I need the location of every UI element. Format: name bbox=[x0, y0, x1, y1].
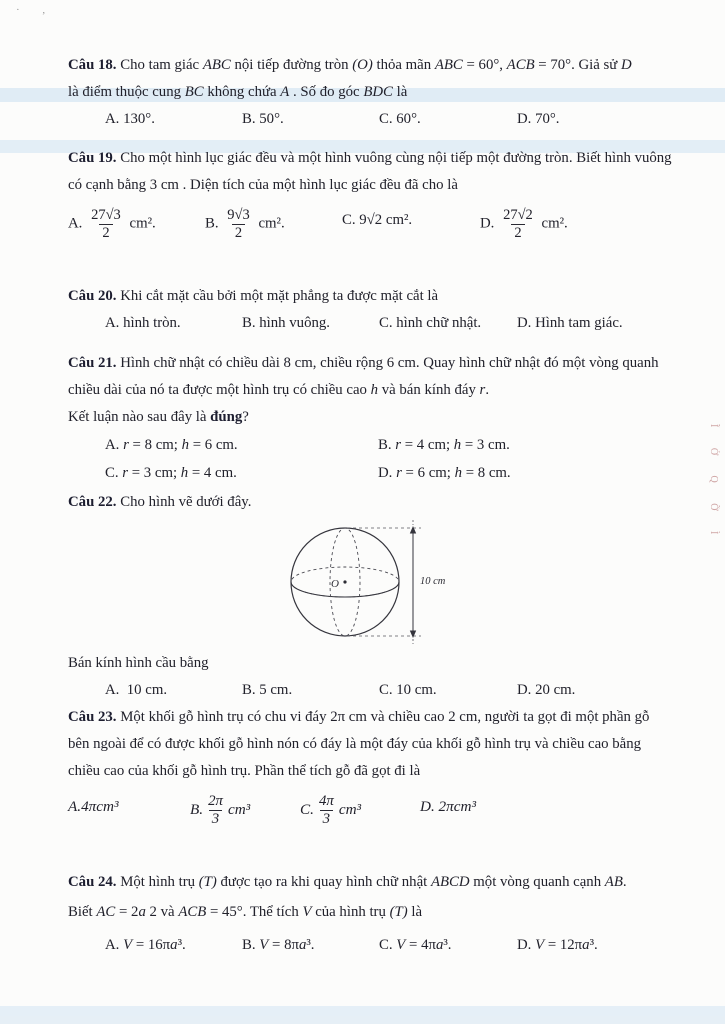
question-text-line: có cạnh bằng 3 cm . Diện tích của một hình lục giác đều đã cho là bbox=[68, 177, 458, 193]
question-18 bbox=[68, 52, 679, 133]
option-d: D. 20 cm. bbox=[517, 682, 576, 699]
options-row bbox=[68, 459, 679, 487]
option-c: C. 60°. bbox=[379, 111, 421, 127]
option-c: C. V = 4πa³. bbox=[379, 936, 452, 953]
option-a: A. V = 16πa³. bbox=[105, 936, 186, 953]
question-text-line: chiều cao của khối gỗ hình trụ. Phần thể tích gỗ đã gọt đi là bbox=[68, 763, 421, 780]
option-b: B. V = 8πa³. bbox=[242, 936, 315, 953]
question-21 bbox=[68, 350, 679, 487]
option-c: C. hình chữ nhật. bbox=[379, 315, 482, 332]
question-text-line: Câu 24. Một hình trụ (T) được tạo ra khi quay hình chữ nhật ABCD một vòng quanh cạnh AB. bbox=[68, 873, 627, 890]
option-c: C. $\frac{4\pi}{3}$ cm³ bbox=[300, 793, 362, 828]
margin-stamp-text: Ĩ Ở Q Ỡ Ì bbox=[708, 424, 719, 544]
document-content bbox=[68, 52, 679, 962]
options-row bbox=[68, 310, 679, 337]
arrowhead-up bbox=[410, 526, 416, 534]
question-text-line: Biết AC = 2a 2 và ACB = 45°. Thể tích V của hình trụ (T) là bbox=[68, 903, 423, 920]
option-b: B. $\frac{9√3}{2}$ cm². bbox=[205, 207, 285, 241]
question-text-line: Câu 18. Cho tam giác ABC nội tiếp đường tròn (O) thỏa mãn ABC = 60°, ACB = 70°. Giả sử D bbox=[68, 57, 632, 73]
option-c: C. 9√2 cm². bbox=[342, 212, 413, 228]
option-b: B. hình vuông. bbox=[242, 315, 330, 332]
question-text-line: bên ngoài để có được khối gỗ hình nón có đáy là một đáy của khối gỗ hình trụ và chiều cao bằng bbox=[68, 736, 642, 753]
option-a: A. r = 8 cm; h = 6 cm. bbox=[105, 437, 238, 454]
option-d: D. $\frac{27√2}{2}$ cm². bbox=[480, 207, 568, 241]
question-text-line: Câu 22. Cho hình vẽ dưới đây. bbox=[68, 494, 252, 511]
options-row bbox=[68, 929, 679, 962]
scan-corner-marks: · , bbox=[16, 4, 56, 16]
option-a: A.4πcm³ bbox=[68, 798, 119, 816]
option-a: A. $\frac{27√3}{2}$ cm². bbox=[68, 207, 156, 241]
question-text-line: chiều dài của nó ta được một hình trụ có chiều cao h và bán kính đáy r. bbox=[68, 382, 490, 399]
option-d: D. 2πcm³ bbox=[420, 798, 477, 816]
option-b: B. $\frac{2\pi}{3}$ cm³ bbox=[190, 793, 251, 828]
arrowhead-down bbox=[410, 631, 416, 639]
center-point bbox=[343, 581, 346, 584]
options-row bbox=[68, 106, 679, 133]
question-19 bbox=[68, 145, 679, 251]
center-label: O bbox=[331, 578, 339, 591]
question-24 bbox=[68, 869, 679, 962]
option-a: A. hình tròn. bbox=[105, 315, 181, 332]
question-text-line: Kết luận nào sau đây là đúng? bbox=[68, 409, 249, 426]
option-a: A. 130°. bbox=[105, 111, 155, 127]
question-text-line: là điểm thuộc cung BC không chứa A . Số đo góc BDC là bbox=[68, 84, 408, 100]
option-c: C. r = 3 cm; h = 4 cm. bbox=[105, 465, 237, 482]
option-d: D. r = 6 cm; h = 8 cm. bbox=[378, 465, 511, 482]
question-text-line: Câu 19. Cho một hình lục giác đều và một hình vuông cùng nội tiếp một đường tròn. Biết hình vuông bbox=[68, 150, 672, 166]
question-22 bbox=[68, 489, 679, 704]
question-23 bbox=[68, 704, 679, 838]
equator-ellipse-front bbox=[291, 582, 399, 597]
options-row bbox=[68, 785, 679, 838]
option-b: B. 5 cm. bbox=[242, 682, 293, 699]
question-text-line: Câu 20. Khi cắt mặt cầu bởi một mặt phẳng ta được mặt cắt là bbox=[68, 288, 439, 305]
option-c: C. 10 cm. bbox=[379, 682, 437, 699]
sphere-diagram bbox=[283, 520, 483, 644]
option-b: B. r = 4 cm; h = 3 cm. bbox=[378, 437, 510, 454]
sphere-figure bbox=[283, 520, 483, 644]
option-d: D. 70°. bbox=[517, 111, 560, 127]
options-row bbox=[68, 677, 679, 704]
options-row bbox=[68, 431, 679, 459]
question-20 bbox=[68, 283, 679, 337]
height-label: 10 cm bbox=[420, 576, 446, 588]
question-text-line: Câu 21. Hình chữ nhật có chiều dài 8 cm, chiều rộng 6 cm. Quay hình chữ nhật đó một vòng quanh bbox=[68, 355, 659, 372]
scan-streak-artifact bbox=[0, 1006, 725, 1024]
option-b: B. 50°. bbox=[242, 111, 284, 127]
options-row bbox=[68, 199, 679, 251]
option-d: D. V = 12πa³. bbox=[517, 936, 598, 953]
option-a: A. 10 cm. bbox=[105, 682, 168, 699]
question-text-line: Câu 23. Một khối gỗ hình trụ có chu vi đáy 2π cm và chiều cao 2 cm, người ta gọt đi một phần gỗ bbox=[68, 709, 650, 726]
question-text-line: Bán kính hình cầu bằng bbox=[68, 655, 209, 672]
option-d: D. Hình tam giác. bbox=[517, 315, 623, 332]
